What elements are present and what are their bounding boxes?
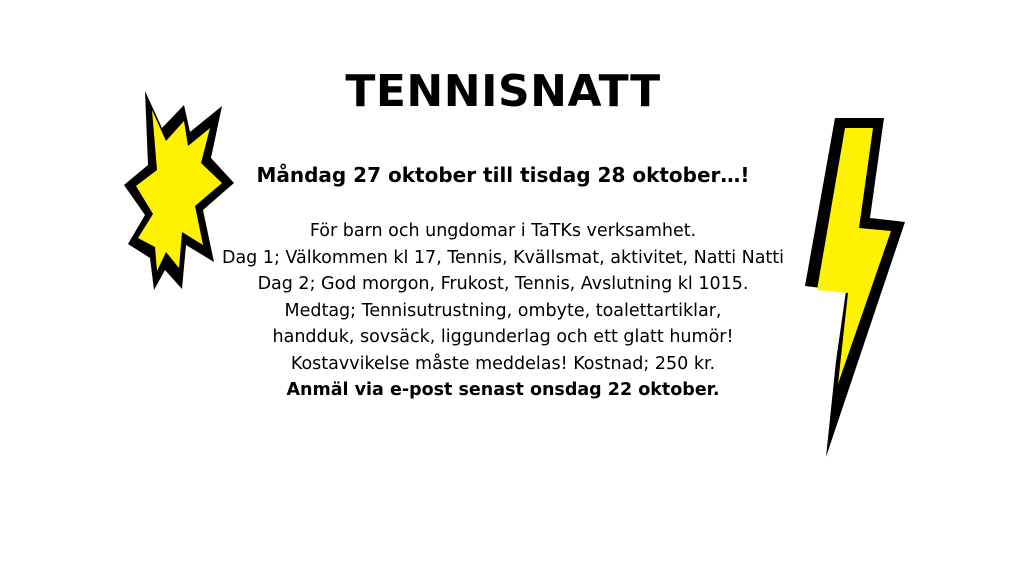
signup-deadline: Anmäl via e-post senast onsdag 22 oktober. [286,380,720,400]
event-details [0,218,1006,404]
details-line: handduk, sovsäck, liggunderlag och ett glatt humör! [272,327,734,347]
poster-title: TENNISNATT [345,66,661,117]
details-line: Kostavvikelse måste meddelas! Kostnad; 250 kr. [290,353,716,374]
details-line: För barn och ungdomar i TaTKs verksamhet. [309,221,697,241]
details-line: Medtag; Tennisutrustning, ombyte, toalettartiklar, [284,300,722,321]
details-line: Dag 1; Välkommen kl 17, Tennis, Kvällsmat, aktivitet, Natti Natti [221,247,785,268]
details-line: Dag 2; God morgon, Frukost, Tennis, Avslutning kl 1015. [257,274,749,294]
event-dates: Måndag 27 oktober till tisdag 28 oktober…! [256,163,750,187]
